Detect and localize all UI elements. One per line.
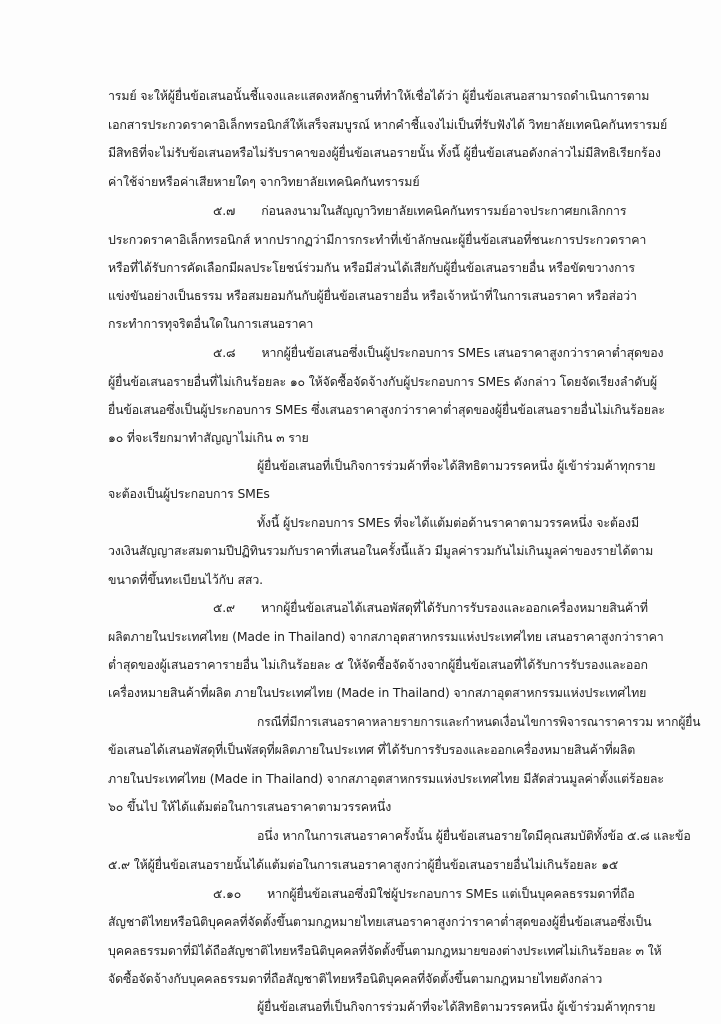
text-line: ผู้ยื่นข้อเสนอรายอื่นที่ไม่เกินร้อยละ ๑๐ ให้จัดซื้อจัดจ้างกับผู้ประกอบการ SMEs ดังกล่าว โดยจัดเรียงลำดับผู้ bbox=[108, 374, 658, 389]
section-number: ๕.๗ bbox=[213, 203, 236, 218]
text-line: หากผู้ยื่นข้อเสนอซึ่งมิใช่ผู้ประกอบการ SMEs แต่เป็นบุคคลธรรมดาที่ถือ bbox=[267, 886, 635, 901]
text-line: วงเงินสัญญาสะสมตามปีปฏิทินรวมกับราคาที่เสนอในครั้งนี้แล้ว มีมูลค่ารวมกันไม่เกินมูลค่าของรายได้ตาม bbox=[108, 543, 654, 558]
text-line: แข่งขันอย่างเป็นธรรม หรือสมยอมกันกับผู้ยื่นข้อเสนอรายอื่น หรือเจ้าหน้าที่ในการเสนอราคา หรือส่อว่า bbox=[108, 288, 637, 303]
section-number: ๕.๙ bbox=[213, 600, 235, 615]
text-line: จะต้องเป็นผู้ประกอบการ SMEs bbox=[108, 486, 270, 501]
text-line: ค่าใช้จ่ายหรือค่าเสียหายใดๆ จากวิทยาลัยเทคนิคกันทรารมย์ bbox=[108, 174, 420, 189]
text-line: ทั้งนี้ ผู้ประกอบการ SMEs ที่จะได้แต้มต่อด้านราคาตามวรรคหนึ่ง จะต้องมี bbox=[257, 515, 639, 530]
text-line: ๑๐ ที่จะเรียกมาทำสัญญาไม่เกิน ๓ ราย bbox=[108, 430, 309, 445]
text-line: กระทำการทุจริตอื่นใดในการเสนอราคา bbox=[108, 316, 314, 331]
section-number: ๕.๘ bbox=[213, 345, 236, 360]
text-line: ก่อนลงนามในสัญญาวิทยาลัยเทคนิคกันทรารมย์อาจประกาศยกเลิกการ bbox=[261, 203, 627, 218]
text-line: ขนาดที่ขึ้นทะเบียนไว้กับ สสว. bbox=[108, 572, 263, 587]
clause-5-8-first-line bbox=[213, 343, 663, 363]
text-line: หากผู้ยื่นข้อเสนอได้เสนอพัสดุที่ได้รับการรับรองและออกเครื่องหมายสินค้าที่ bbox=[260, 600, 648, 615]
text-line: สัญชาติไทยหรือนิติบุคคลที่จัดตั้งขึ้นตามกฎหมายไทยเสนอราคาสูงกว่าราคาต่ำสุดของผู้ยื่นข้อเสนอซึ่งเป็น bbox=[108, 914, 652, 929]
text-line: หรือที่ได้รับการคัดเลือกมีผลประโยชน์ร่วมกัน หรือมีส่วนได้เสียกับผู้ยื่นข้อเสนอรายอื่น หรือขัดขวางการ bbox=[108, 260, 635, 275]
text-line: ารมย์ จะให้ผู้ยื่นข้อเสนอนั้นชี้แจงและแสดงหลักฐานที่ทำให้เชื่อได้ว่า ผู้ยื่นข้อเสนอสามารถดำเนินการตาม bbox=[108, 88, 650, 103]
text-line: ข้อเสนอได้เสนอพัสดุที่เป็นพัสดุที่ผลิตภายในประเทศ ที่ได้รับการรับรองและออกเครื่องหมายสินค้าที่ผลิต bbox=[108, 742, 636, 757]
text-line: เครื่องหมายสินค้าที่ผลิต ภายในประเทศไทย (Made in Thailand) จากสภาอุตสาหกรรมแห่งประเทศไทย bbox=[108, 685, 647, 700]
text-line: มีสิทธิที่จะไม่รับข้อเสนอหรือไม่รับราคาของผู้ยื่นข้อเสนอรายนั้น ทั้งนี้ ผู้ยื่นข้อเสนอดังกล่าวไม่มีสิทธิเรียกร้อง bbox=[108, 145, 661, 160]
text-line: ผู้ยื่นข้อเสนอที่เป็นกิจการร่วมค้าที่จะได้สิทธิตามวรรคหนึ่ง ผู้เข้าร่วมค้าทุกราย bbox=[257, 999, 656, 1014]
text-line: ผู้ยื่นข้อเสนอที่เป็นกิจการร่วมค้าที่จะได้สิทธิตามวรรคหนึ่ง ผู้เข้าร่วมค้าทุกราย bbox=[257, 458, 656, 473]
section-number: ๕.๑๐ bbox=[213, 886, 242, 901]
text-line: ยื่นข้อเสนอซึ่งเป็นผู้ประกอบการ SMEs ซึ่งเสนอราคาสูงกว่าราคาต่ำสุดของผู้ยื่นข้อเสนอรายอื่นไม่เกินร้อยละ bbox=[108, 402, 665, 417]
text-line: ภายในประเทศไทย (Made in Thailand) จากสภาอุตสาหกรรมแห่งประเทศไทย มีสัดส่วนมูลค่าตั้งแต่ร้อยละ bbox=[108, 771, 664, 786]
clause-5-9-first-line bbox=[213, 598, 648, 618]
clause-5-7-first-line bbox=[213, 201, 626, 221]
text-line: เอกสารประกวดราคาอิเล็กทรอนิกส์ให้เสร็จสมบูรณ์ หากคำชี้แจงไม่เป็นที่รับฟังได้ วิทยาลัยเทคนิคกันทรารมย์ bbox=[108, 117, 668, 132]
text-line: ๕.๙ ให้ผู้ยื่นข้อเสนอรายนั้นได้แต้มต่อในการเสนอราคาสูงกว่าผู้ยื่นข้อเสนอรายอื่นไม่เกินร้อยละ ๑๕ bbox=[108, 857, 619, 872]
text-line: บุคคลธรรมดาที่มิได้ถือสัญชาติไทยหรือนิติบุคคลที่จัดตั้งขึ้นตามกฎหมายของต่างประเทศไม่เกินร้อยละ ๓ ให้ bbox=[108, 943, 662, 958]
text-line: อนึ่ง หากในการเสนอราคาครั้งนั้น ผู้ยื่นข้อเสนอรายใดมีคุณสมบัติทั้งข้อ ๕.๘ และข้อ bbox=[257, 828, 691, 843]
text-line: หากผู้ยื่นข้อเสนอซึ่งเป็นผู้ประกอบการ SMEs เสนอราคาสูงกว่าราคาต่ำสุดของ bbox=[261, 345, 664, 360]
text-line: ๖๐ ขึ้นไป ให้ได้แต้มต่อในการเสนอราคาตามวรรคหนึ่ง bbox=[108, 799, 392, 814]
text-line: กรณีที่มีการเสนอราคาหลายรายการและกำหนดเงื่อนไขการพิจารณาราคารวม หากผู้ยื่น bbox=[257, 714, 701, 729]
clause-5-10-first-line bbox=[213, 884, 635, 904]
text-line: ต่ำสุดของผู้เสนอราคารายอื่น ไม่เกินร้อยละ ๕ ให้จัดซื้อจัดจ้างจากผู้ยื่นข้อเสนอที่ได้รับการรับรองและออก bbox=[108, 657, 648, 672]
text-line: จัดซื้อจัดจ้างกับบุคคลธรรมดาที่ถือสัญชาติไทยหรือนิติบุคคลที่จัดตั้งขึ้นตามกฎหมายไทยดังกล่าว bbox=[108, 971, 603, 986]
text-line: ประกวดราคาอิเล็กทรอนิกส์ หากปรากฏว่ามีการกระทำที่เข้าลักษณะผู้ยื่นข้อเสนอที่ชนะการประกวดราคา bbox=[108, 232, 647, 247]
text-line: ผลิตภายในประเทศไทย (Made in Thailand) จากสภาอุตสาหกรรมแห่งประเทศไทย เสนอราคาสูงกว่าราคา bbox=[108, 629, 664, 644]
